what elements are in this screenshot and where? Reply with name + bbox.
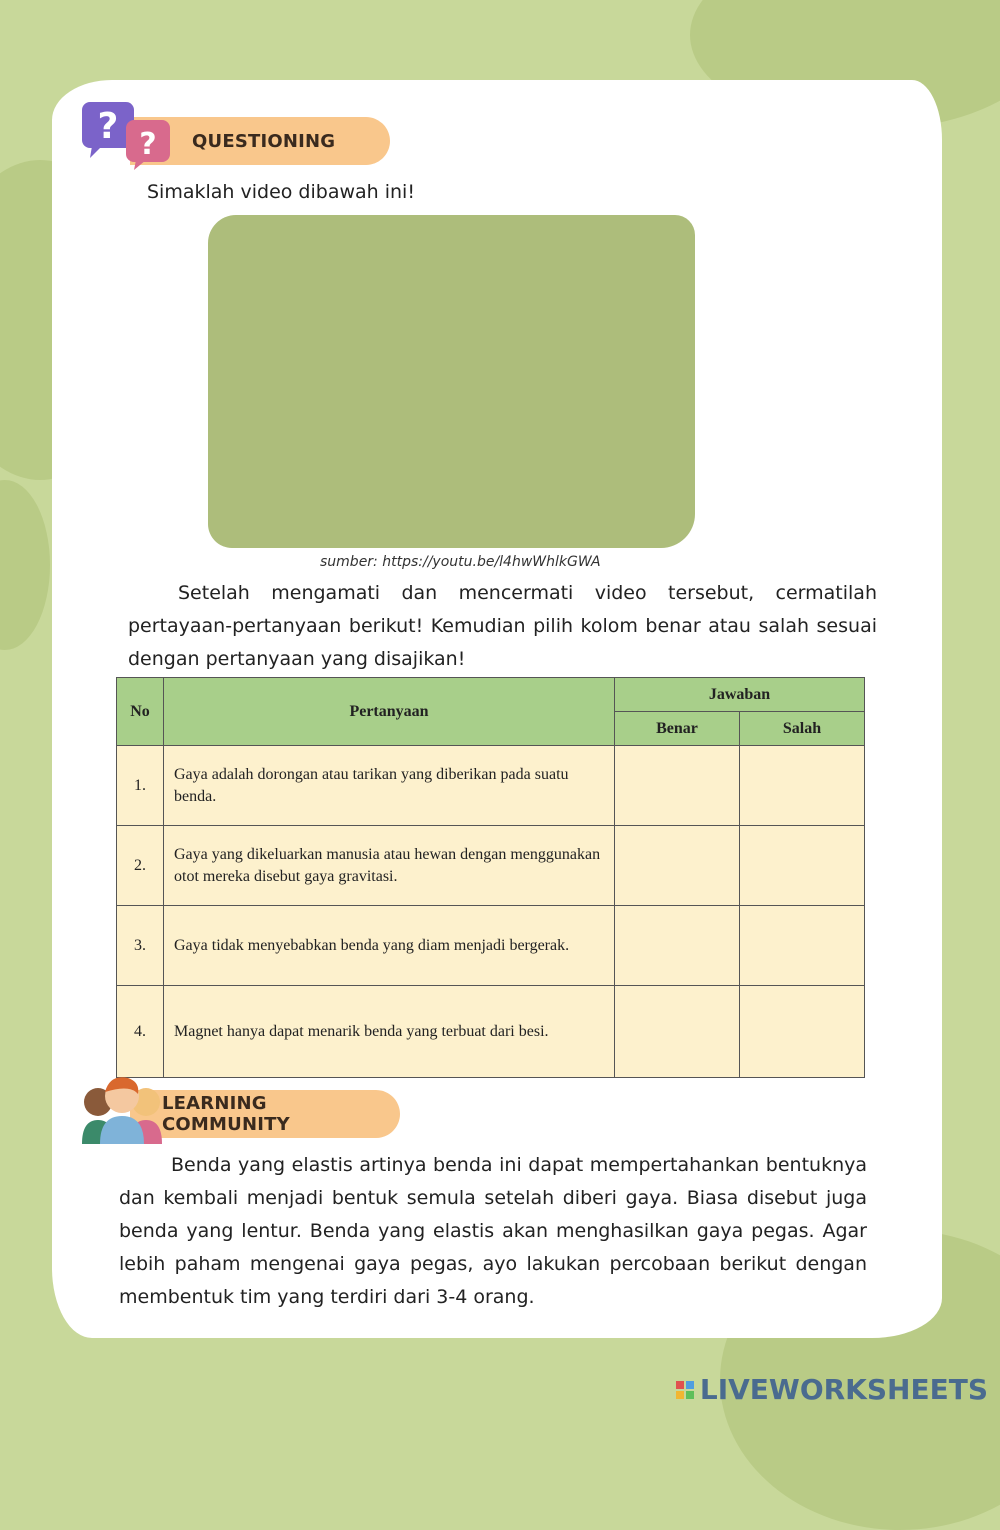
watermark-text: LIVEWORKSHEETS — [699, 1373, 988, 1406]
learning-community-title: LEARNING COMMUNITY — [162, 1093, 290, 1135]
header-no: No — [117, 678, 164, 746]
row-question: Gaya tidak menyebabkan benda yang diam menjadi bergerak. — [164, 906, 615, 986]
row-number: 1. — [117, 746, 164, 826]
answer-false-cell[interactable] — [740, 986, 865, 1078]
learning-community-banner — [130, 1090, 400, 1138]
row-number: 4. — [117, 986, 164, 1078]
background-blob — [0, 480, 50, 650]
people-group-icon — [80, 1072, 165, 1144]
table-row — [117, 826, 865, 906]
svg-text:?: ? — [139, 127, 157, 162]
answer-false-cell[interactable] — [740, 906, 865, 986]
answer-false-cell[interactable] — [740, 746, 865, 826]
table-row — [117, 906, 865, 986]
instruction-text: Setelah mengamati dan mencermati video tersebut, cermatilah pertayaan-pertanyaan berikut! Kemudian pilih kolom benar atau salah sesuai dengan pertanyaan yang disajikan! — [128, 582, 877, 670]
question-bubble-icon — [80, 100, 180, 172]
intro-text: Simaklah video dibawah ini! — [147, 181, 415, 203]
header-true: Benar — [615, 712, 740, 746]
row-question: Gaya yang dikeluarkan manusia atau hewan dengan menggunakan otot mereka disebut gaya gravitasi. — [164, 826, 615, 906]
header-false: Salah — [740, 712, 865, 746]
question-table — [116, 677, 865, 1078]
questioning-title: QUESTIONING — [192, 130, 336, 152]
answer-true-cell[interactable] — [615, 906, 740, 986]
row-question: Gaya adalah dorongan atau tarikan yang diberikan pada suatu benda. — [164, 746, 615, 826]
row-number: 2. — [117, 826, 164, 906]
answer-true-cell[interactable] — [615, 986, 740, 1078]
community-text: Benda yang elastis artinya benda ini dapat mempertahankan bentuknya dan kembali menjadi bentuk semula setelah diberi gaya. Biasa disebut juga benda yang lentur. Benda yang elastis akan menghasilkan gaya pegas. Agar lebih paham mengenai gaya pegas, ayo lakukan percobaan berikut dengan membentuk tim yang terdiri dari 3-4 orang. — [119, 1154, 867, 1308]
answer-true-cell[interactable] — [615, 746, 740, 826]
liveworksheets-watermark — [676, 1373, 988, 1406]
row-question: Magnet hanya dapat menarik benda yang terbuat dari besi. — [164, 986, 615, 1078]
header-answer: Jawaban — [615, 678, 865, 712]
video-placeholder[interactable] — [208, 215, 695, 548]
video-source: sumber: https://youtu.be/l4hwWhlkGWA — [320, 554, 601, 570]
svg-text:?: ? — [97, 106, 119, 147]
answer-false-cell[interactable] — [740, 826, 865, 906]
header-question: Pertanyaan — [164, 678, 615, 746]
table-row — [117, 986, 865, 1078]
liveworksheets-logo-icon — [676, 1381, 694, 1399]
table-row — [117, 746, 865, 826]
row-number: 3. — [117, 906, 164, 986]
answer-true-cell[interactable] — [615, 826, 740, 906]
